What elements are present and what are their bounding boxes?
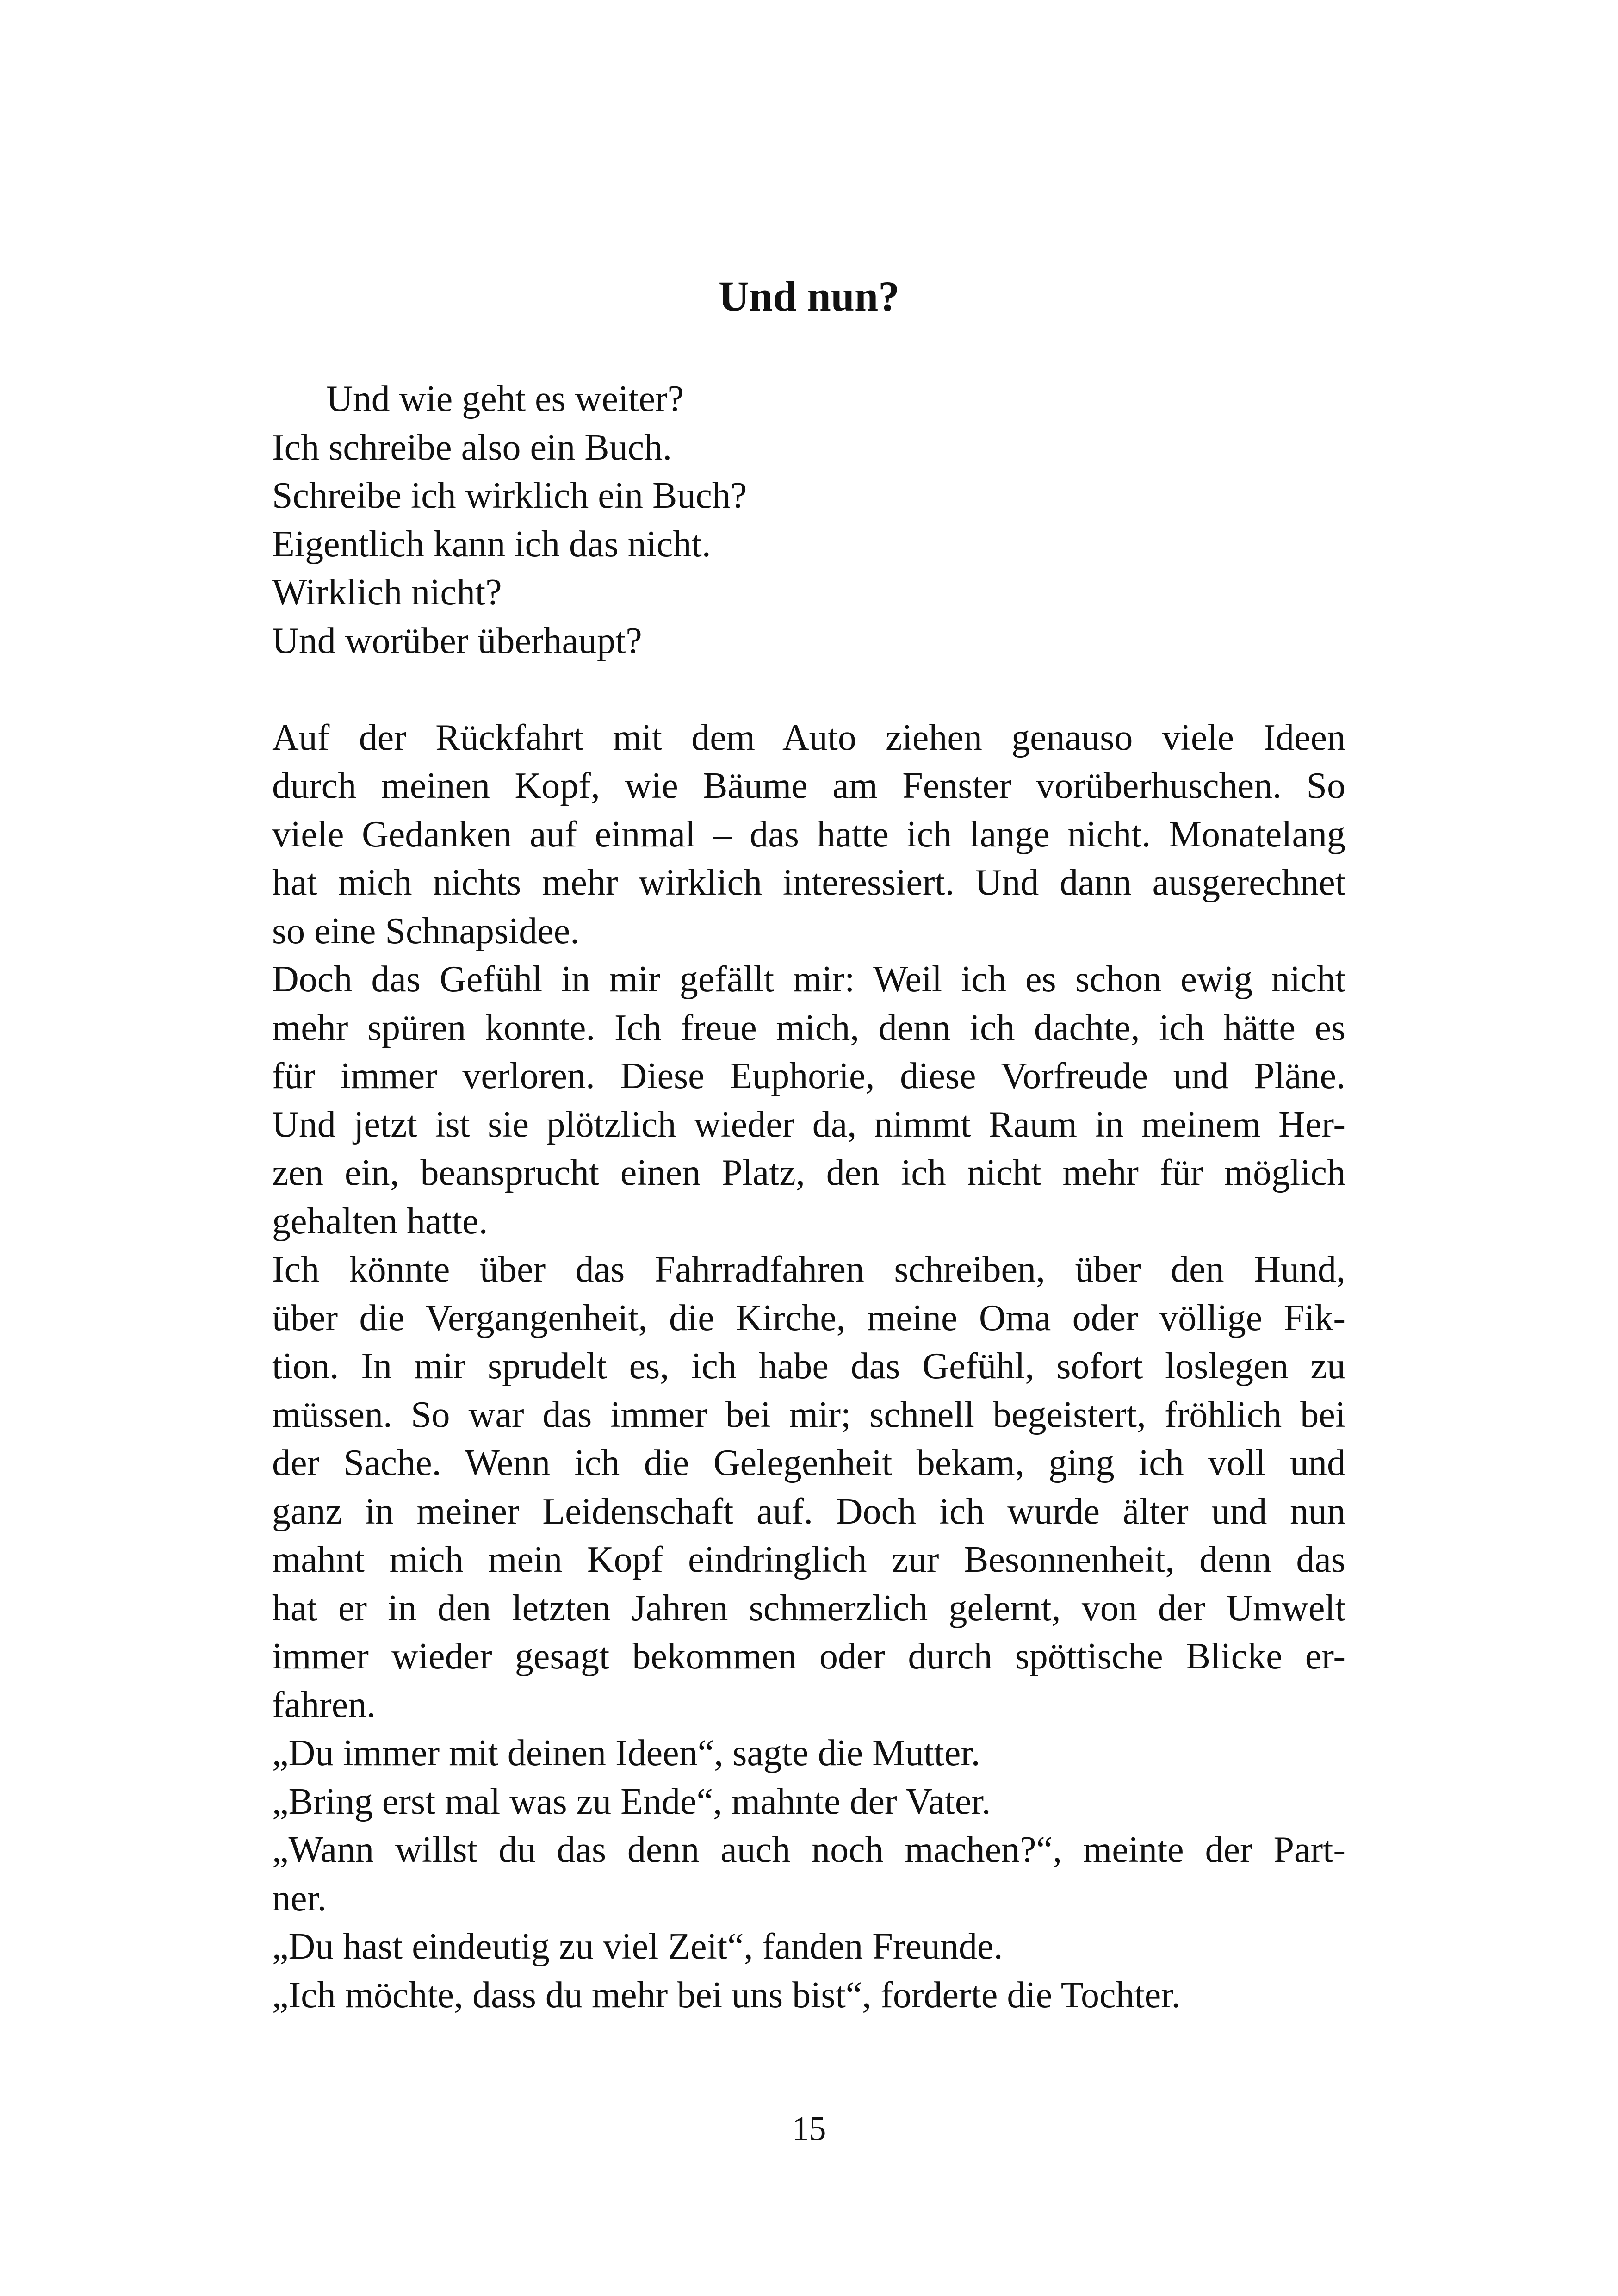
- text-line: der Sache. Wenn ich die Gelegenheit bekam, ging ich voll und: [272, 1443, 1345, 1483]
- text-line: hat er in den letzten Jahren schmerzlich gelernt, von der Umwelt: [272, 1587, 1345, 1629]
- page-number: 15: [792, 2110, 826, 2148]
- text-line: „Ich möchte, dass du mehr bei uns bist“, forderte die Tochter.: [272, 1974, 1181, 2016]
- text-line: „Du hast eindeutig zu viel Zeit“, fanden Freunde.: [272, 1926, 1003, 1967]
- chapter-title: Und nun?: [718, 273, 900, 320]
- text-line: müssen. So war das immer bei mir; schnell begeistert, fröhlich bei: [272, 1394, 1345, 1435]
- text-line: mehr spüren konnte. Ich freue mich, denn ich dachte, ich hätte es: [272, 1007, 1345, 1048]
- text-line: über die Vergangenheit, die Kirche, meine Oma oder völlige Fik-: [272, 1297, 1345, 1338]
- text-line: Ich schreibe also ein Buch.: [272, 427, 672, 468]
- text-line: so eine Schnapsidee.: [272, 910, 580, 952]
- text-line: ganz in meiner Leidenschaft auf. Doch ich wurde älter und nun: [272, 1491, 1345, 1532]
- text-line: für immer verloren. Diese Euphorie, diese Vorfreude und Pläne.: [272, 1056, 1345, 1096]
- text-line: Schreibe ich wirklich ein Buch?: [272, 475, 747, 516]
- text-line: durch meinen Kopf, wie Bäume am Fenster vorüberhuschen. So: [272, 765, 1345, 806]
- text-line: Und worüber überhaupt?: [272, 620, 642, 661]
- stanza-gap: [272, 665, 1345, 714]
- text-line: Wirklich nicht?: [272, 572, 502, 613]
- text-line: Ich könnte über das Fahrradfahren schreiben, über den Hund,: [272, 1249, 1345, 1290]
- text-line: viele Gedanken auf einmal – das hatte ich lange nicht. Monatelang: [272, 814, 1345, 855]
- body-text: [272, 375, 1345, 2019]
- text-line: fahren.: [272, 1684, 376, 1725]
- text-line: „Bring erst mal was zu Ende“, mahnte der Vater.: [272, 1781, 991, 1822]
- text-line: Auf der Rückfahrt mit dem Auto ziehen genauso viele Ideen: [272, 717, 1345, 758]
- text-line: ner.: [272, 1878, 327, 1919]
- text-line: immer wieder gesagt bekommen oder durch spöttische Blicke er-: [272, 1636, 1345, 1677]
- text-line: tion. In mir sprudelt es, ich habe das Gefühl, sofort loslegen zu: [272, 1346, 1345, 1387]
- text-line: Und jetzt ist sie plötzlich wieder da, nimmt Raum in meinem Her-: [272, 1104, 1345, 1145]
- text-line: „Du immer mit deinen Ideen“, sagte die Mutter.: [272, 1733, 980, 1773]
- text-line: gehalten hatte.: [272, 1201, 488, 1242]
- text-line: hat mich nichts mehr wirklich interessiert. Und dann ausgerechnet: [272, 862, 1345, 903]
- text-line: „Wann willst du das denn auch noch machen?“, meinte der Part-: [272, 1829, 1345, 1870]
- text-line: zen ein, beansprucht einen Platz, den ich nicht mehr für möglich: [272, 1152, 1345, 1193]
- text-line: Eigentlich kann ich das nicht.: [272, 523, 711, 565]
- text-line: Doch das Gefühl in mir gefällt mir: Weil ich es schon ewig nicht: [272, 959, 1345, 1000]
- text-line: mahnt mich mein Kopf eindringlich zur Besonnenheit, denn das: [272, 1539, 1345, 1580]
- text-line: Und wie geht es weiter?: [326, 379, 684, 419]
